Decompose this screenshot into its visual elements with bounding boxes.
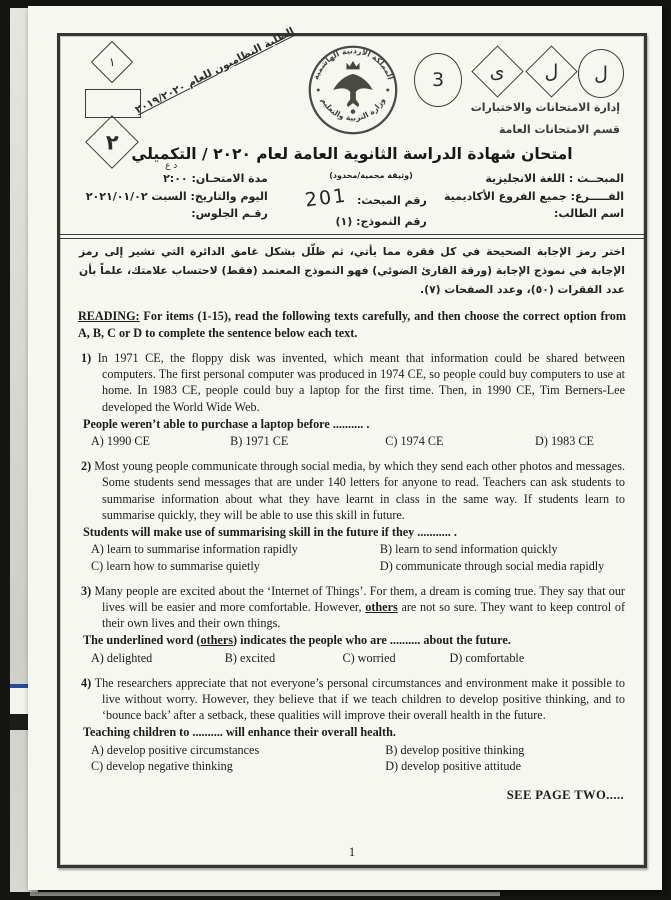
option: C) develop negative thinking — [91, 758, 233, 773]
question-3 — [78, 583, 626, 666]
question-4-passage — [81, 675, 625, 724]
marker-diamond-1-value: ١ — [108, 54, 116, 69]
duration-value: ٢:٠٠ — [163, 172, 188, 185]
option: C) 1974 CE — [385, 433, 444, 448]
branch-row — [431, 188, 624, 206]
option: B) 1971 CE — [230, 433, 289, 448]
question-2-passage — [81, 458, 625, 523]
question-1-stem: People weren’t able to purchase a laptop before .......... . — [83, 416, 370, 431]
question-1-passage-text: In 1971 CE, the floppy disk was invented, which meant that information could be shared between computers. The first personal computer was produced in 1974 CE, so people could buy computers to use at home. In 1983 CE, people could buy a laptop for the first time. Then, in 1990 CE, Tim Berners-Lee developed the World Wide Web. — [97, 350, 626, 414]
slanted-session-note: الطلبة النظاميون للعام ٢٠١٩/٢٠٢٠ — [133, 25, 297, 117]
branch-label: الفـــــرع: — [570, 189, 624, 203]
question-3-stem — [83, 632, 626, 648]
question-2-number: 2) — [81, 459, 92, 474]
marker-diamond-2-value: ٢ — [105, 129, 119, 154]
reading-label: READING: — [78, 309, 140, 324]
question-3-options — [91, 650, 626, 666]
logo-ring-top-text: المملكة الأردنية الهاشمية — [311, 46, 396, 81]
option: A) 1990 CE — [91, 433, 150, 448]
question-3-passage — [81, 583, 625, 632]
duration-value-wrap — [163, 161, 188, 188]
scan-bottom-page-edge — [30, 892, 500, 896]
marker-circle-right-value: ل — [594, 62, 608, 85]
duration-label: مدة الامتحـان: — [191, 172, 268, 185]
exam-info-table — [78, 161, 626, 231]
marker-diamond-right — [525, 45, 577, 97]
option: A) learn to summarise information rapidly — [91, 542, 298, 557]
subject-row — [431, 170, 624, 188]
department-line-2: قسم الامتحانات العامة — [498, 123, 620, 136]
duration-row — [80, 161, 268, 188]
option: D) develop positive attitude — [385, 758, 521, 773]
examiner-marks-row — [406, 45, 624, 103]
date-row — [80, 188, 268, 206]
protected-document-note: (وثيقة محمية/محدود) — [329, 171, 413, 180]
question-1-passage — [81, 350, 625, 415]
logo-base-dot — [351, 109, 356, 114]
question-4-stem: Teaching children to .......... will enhance their overall health. — [83, 725, 396, 740]
question-3-stem-after: ) indicates the people who are .......... about the future. — [233, 633, 511, 648]
subject-label: المبحــث : — [568, 172, 624, 185]
option: A) delighted — [91, 650, 153, 665]
student-name-row: اسم الطالب: — [554, 207, 624, 221]
option: D) 1983 CE — [535, 433, 594, 448]
marker-diamond-left — [471, 45, 523, 97]
logo-eagle-icon — [333, 74, 372, 107]
question-2-options — [91, 541, 626, 573]
question-4 — [78, 675, 626, 774]
exam-info-middle-column — [270, 170, 429, 231]
question-2-passage-text: Most young people communicate through social media, by which they send each other photos and messages. Some students send messages that are under 140 letters for anyone to read. Teachers can ask students to summarise information about what they have learnt in class in the same way. If students learn to summarise quickly, they will be able to use this skill in future. — [94, 459, 626, 522]
question-3-underlined-word: others — [365, 599, 398, 614]
marker-diamond-right-value: ل — [544, 60, 559, 83]
option: B) learn to send information quickly — [379, 542, 558, 557]
option: B) develop positive thinking — [385, 742, 525, 757]
arabic-instructions-line2: (ورقة القارئ الضوئي) فهو النموذج المعتمد (فقط) لاحتساب علامتك، علماً بأن عدد الفقرات (٥٠)، وعدد الصفحات (٧). — [79, 263, 625, 296]
option: C) learn how to summarise quietly — [91, 558, 260, 573]
form-number-row — [272, 213, 427, 231]
marker-diamond-1 — [91, 41, 133, 83]
question-2 — [78, 458, 626, 574]
reading-heading-text: For items (1-15), read the following texts carefully, and then choose the correct option from A, B, C or D to complete the sentence below each text. — [78, 309, 626, 340]
form-number-value: (١) — [335, 215, 353, 229]
question-1-number: 1) — [81, 350, 92, 365]
option: C) worried — [342, 650, 396, 665]
date-value: السبت ٢٠٢١/٠١/٠٢ — [85, 189, 187, 203]
ministry-logo-svg — [306, 41, 400, 139]
question-3-stem-before: The underlined word ( — [83, 633, 201, 648]
question-3-passage-before: Many people are excited about the ‘Internet of Things’. For them, a dream is coming true. They say that our lives will be easier and more comfortable. However, — [94, 583, 625, 614]
department-line-1: إدارة الامتحانات والاختبارات — [470, 101, 620, 114]
reading-section-heading — [78, 308, 626, 340]
option: A) develop positive circumstances — [91, 742, 260, 757]
option: D) communicate through social media rapidly — [379, 558, 605, 573]
page-number: 1 — [348, 845, 356, 859]
question-3-passage-after: are not so sure. They want to keep control of their own lives and their own things. — [102, 599, 626, 631]
question-3-stem-underlined: others — [200, 633, 233, 648]
duration-handwritten-marks: د ع — [165, 161, 178, 171]
question-2-stem: Students will make use of summarising skill in the future if they ........... . — [83, 525, 457, 540]
marker-circle-left-value: 3 — [431, 69, 445, 91]
exam-title: امتحان شهادة الدراسة الثانوية العامة لعام ٢٠٢٠ / التكميلي — [131, 145, 573, 163]
branch-value: جميع الفروع الأكاديمية — [444, 189, 567, 203]
logo-ring-bottom-text: وزارة التربية والتعليم — [319, 96, 387, 123]
subject-value: اللغة الانجليزية — [485, 172, 566, 185]
see-page-two-note: SEE PAGE TWO..... — [506, 788, 624, 803]
question-4-number: 4) — [81, 675, 92, 690]
logo-left-dot — [317, 88, 320, 91]
question-4-passage-text: The researchers appreciate that not everyone’s personal circumstances and environment make it possible to live without worry. However, they believe that if we teach children to develop positive thinking, and to ‘bounce back’ after a setback, these qualities will improve their overall health in the future. — [94, 675, 626, 723]
page-border-frame — [57, 25, 647, 868]
question-4-options — [91, 742, 626, 774]
marker-circle-left — [414, 53, 462, 107]
arabic-instructions — [78, 239, 626, 300]
form-number-label: رقم النموذج: — [356, 215, 427, 229]
arabic-instructions-line1: اختر رمز الإجابة الصحيحة في كل فقرة مما يأتي، ثم ظلّل بشكل غامق الدائرة التي تشير إلى رمز الإجابة في نموذج الإجابة — [79, 244, 626, 277]
exam-info-right-column — [429, 170, 626, 231]
ministry-logo — [306, 41, 400, 144]
subject-number-row — [272, 183, 427, 213]
subject-number-handwritten: 201 — [303, 184, 349, 212]
question-3-number: 3) — [81, 583, 92, 598]
logo-crown-icon — [346, 61, 359, 69]
exam-paper-page — [28, 6, 662, 890]
marker-diamond-left-value: ى — [490, 60, 505, 83]
date-label: اليوم والتاريخ: — [190, 189, 268, 203]
logo-right-dot — [386, 88, 389, 91]
subject-number-label: رقم المبحث: — [357, 193, 427, 207]
seat-number-row: رقـم الجلوس: — [191, 207, 268, 221]
question-1-options — [91, 433, 626, 449]
marker-empty-box — [85, 89, 141, 118]
exam-info-left-column — [78, 161, 270, 231]
option: D) comfortable — [449, 650, 525, 665]
question-1 — [78, 350, 626, 449]
marker-circle-right — [578, 49, 624, 98]
option: B) excited — [224, 650, 276, 665]
